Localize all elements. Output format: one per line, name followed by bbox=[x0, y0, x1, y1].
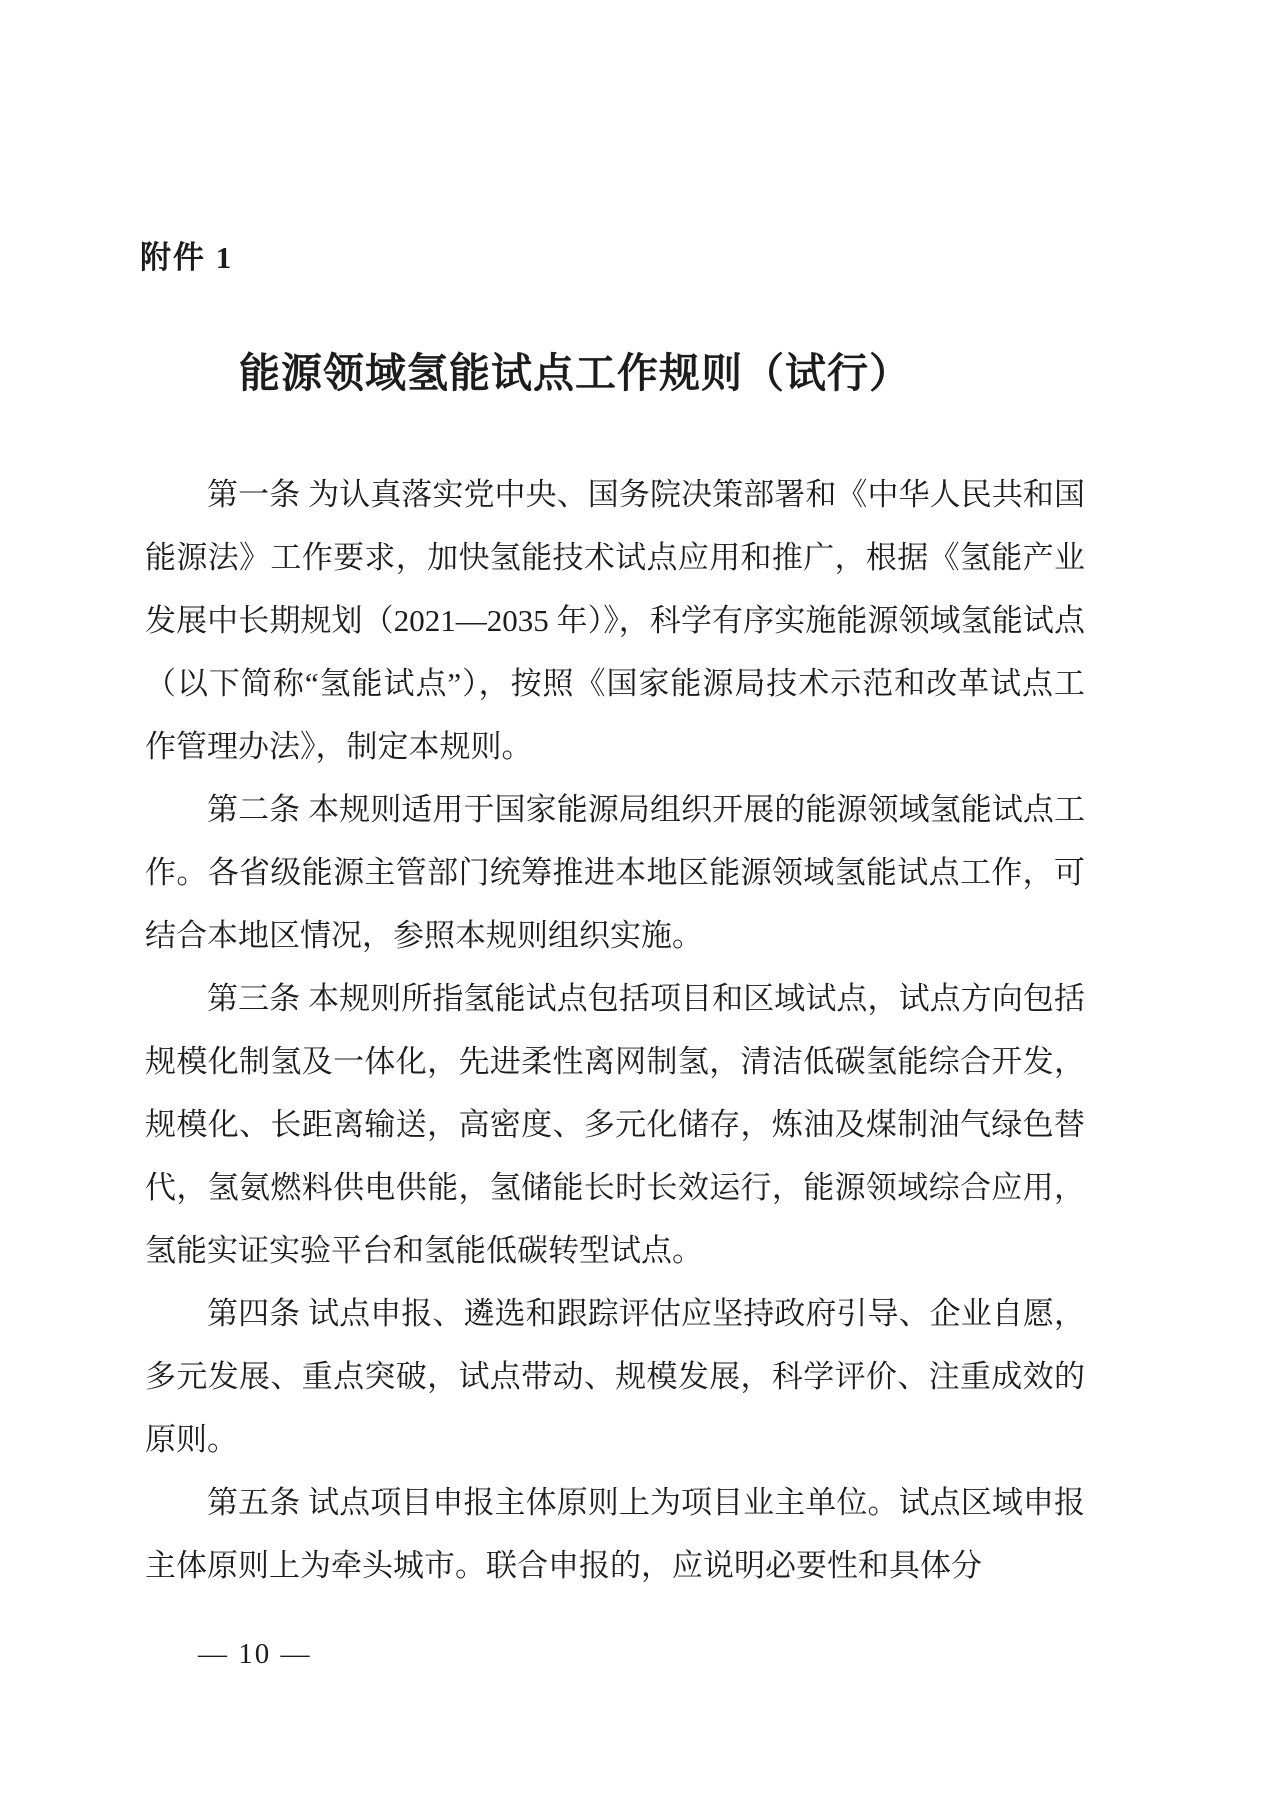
body-paragraph-article-1: 第一条 为认真落实党中央、国务院决策部署和《中华人民共和国能源法》工作要求，加快氢能技术试点应用和推广，根据《氢能产业发展中长期规划（2021—2035 年）》，科学有序实施能源领域氢能试点（以下简称“氢能试点”），按照《国家能源局技术示范和改革试点工作管理办法》，制定本规则。 bbox=[145, 477, 1085, 764]
document-body bbox=[145, 463, 1085, 1597]
body-paragraph-article-5: 第五条 试点项目申报主体原则上为项目业主单位。试点区域申报主体原则上为牵头城市。联合申报的，应说明必要性和具体分 bbox=[145, 1485, 1085, 1583]
body-paragraph-article-2: 第二条 本规则适用于国家能源局组织开展的能源领域氢能试点工作。各省级能源主管部门统筹推进本地区能源领域氢能试点工作，可结合本地区情况，参照本规则组织实施。 bbox=[145, 792, 1085, 953]
document-title: 能源领域氢能试点工作规则（试行） bbox=[239, 350, 911, 396]
attachment-label: 附件 1 bbox=[140, 240, 234, 275]
page-number: — 10 — bbox=[198, 1638, 312, 1670]
body-paragraph-article-3: 第三条 本规则所指氢能试点包括项目和区域试点，试点方向包括规模化制氢及一体化，先进柔性离网制氢，清洁低碳氢能综合开发，规模化、长距离输送，高密度、多元化储存，炼油及煤制油气绿色替代，氢氨燃料供电供能，氢储能长时长效运行，能源领域综合应用，氢能实证实验平台和氢能低碳转型试点。 bbox=[145, 981, 1085, 1268]
body-paragraph-article-4: 第四条 试点申报、遴选和跟踪评估应坚持政府引导、企业自愿，多元发展、重点突破，试点带动、规模发展，科学评价、注重成效的原则。 bbox=[145, 1296, 1085, 1457]
